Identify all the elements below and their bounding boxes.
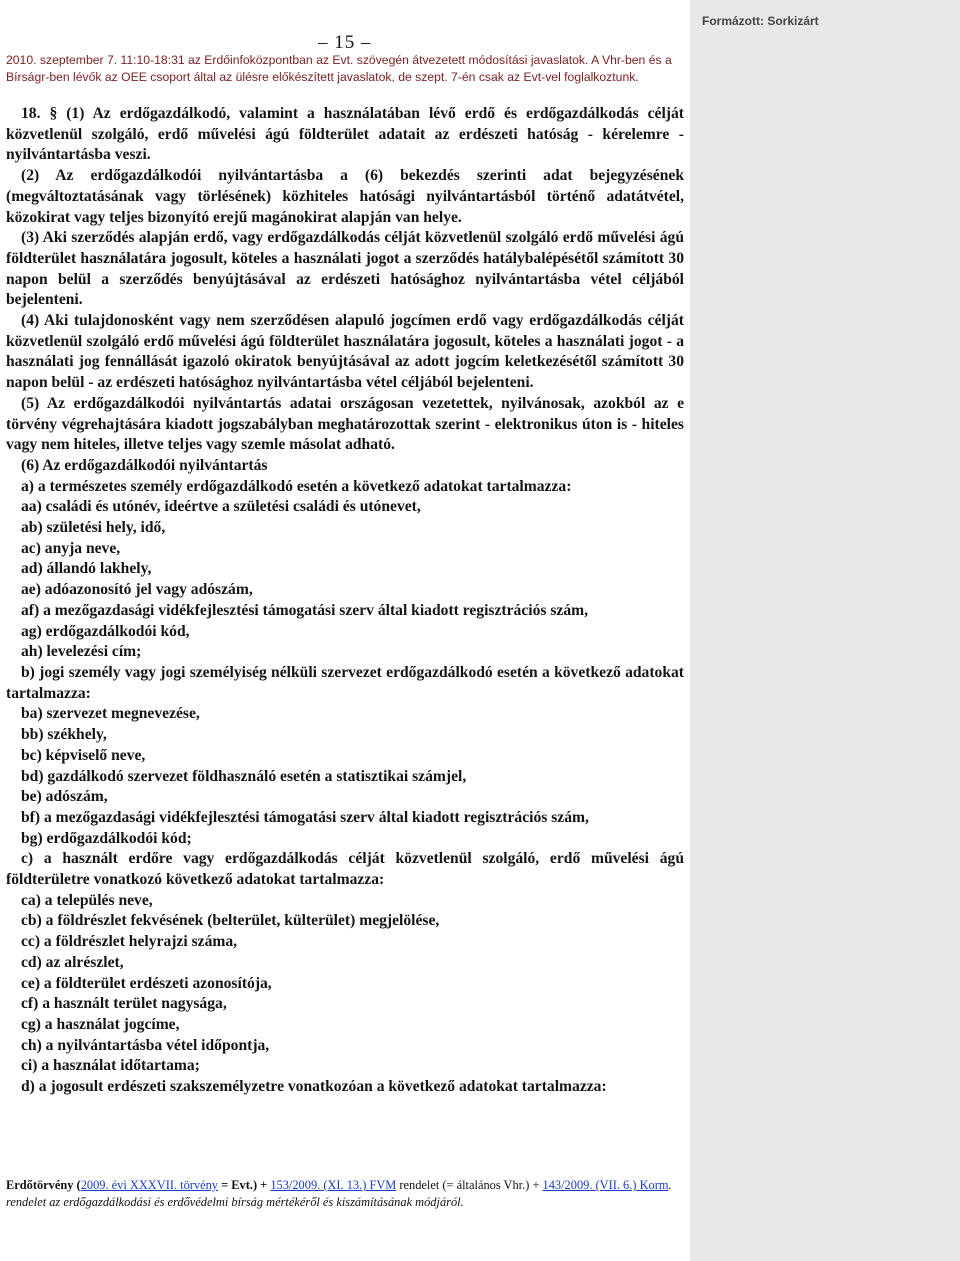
list-item: cb) a földrészlet fekvésének (belterület, külterület) megjelölése,: [21, 912, 440, 930]
list-item: ah) levelezési cím;: [21, 643, 142, 661]
list-item: cc) a földrészlet helyrajzi száma,: [21, 933, 238, 951]
comment-sidebar: [690, 0, 960, 1261]
paragraph: 18. § (1) Az erdőgazdálkodó, valamint a használatában lévő erdő és erdőgazdálkodás célját közvetlenül szolgáló, erdő művelési ágú földterület adatait az erdészeti hatóság - kérelemre - nyilvántartásba veszi.: [6, 105, 684, 164]
list-item: b) jogi személy vagy jogi személyiség nélküli szervezet erdőgazdálkodó esetén a következő adatokat tartalmazza:: [6, 663, 684, 702]
list-item: be) adószám,: [21, 788, 108, 806]
list-item: cg) a használat jogcíme,: [21, 1015, 180, 1033]
paragraph: (3) Aki szerződés alapján erdő, vagy erdőgazdálkodás célját közvetlenül szolgáló erdő művelési ágú földterület használatára jogosult, köteles a használati jogot a szerződés hatálybalépésétől számított 30 napon belül a szerződés benyújtásával az erdészeti hatósághoz nyilvántartásba vétel céljából bejelenteni.: [6, 229, 684, 309]
format-comment-label: Formázott: Sorkizárt: [702, 14, 819, 28]
list-item: ab) születési hely, idő,: [21, 519, 166, 537]
paragraph: (4) Aki tulajdonosként vagy nem szerződésen alapuló jogcímen erdő vagy erdőgazdálkodás célját közvetlenül szolgáló erdő művelési ágú földterület használatára jogosult, köteles a használati jogot - a használati jog fennállását igazoló okiratok benyújtásával az adott jogcím keletkezésétől számított 30 napon belül - az erdészeti hatósághoz nyilvántartásba vétel céljából bejelenteni.: [6, 312, 684, 392]
paragraph: (5) Az erdőgazdálkodói nyilvántartás adatai országosan vezetettek, nyilvánosak, azokból az e törvény végrehajtására kiadott jogszabályban meghatározottak szerint - elektronikus úton is - hiteles vagy nem hiteles, illetve teljes vagy szemle másolat adható.: [6, 394, 684, 454]
list-item: af) a mezőgazdasági vidékfejlesztési támogatási szerv által kiadott regisztrációs szám,: [21, 601, 589, 619]
paragraph: (6) Az erdőgazdálkodói nyilvántartás: [21, 456, 268, 474]
list-item: ci) a használat időtartama;: [21, 1057, 200, 1075]
list-item: ca) a település neve,: [21, 891, 153, 909]
list-item: aa) családi és utónév, ideértve a születési családi és utónevet,: [21, 498, 421, 516]
list-item: bd) gazdálkodó szervezet földhasználó esetén a statisztikai számjel,: [21, 767, 467, 785]
paragraph: (2) Az erdőgazdálkodói nyilvántartásba a (6) bekezdés szerinti adat bejegyzésének (megváltoztatásának vagy törlésének) közhiteles hatósági nyilvántartásból történő adatátvétel, közokirat vagy teljes bizonyító erejű magánokirat alapján van helye.: [6, 167, 684, 226]
list-item: cf) a használt terület nagysága,: [21, 995, 227, 1013]
list-item: d) a jogosult erdészeti szakszemélyzetre vonatkozóan a következő adatokat tartalmazza:: [21, 1078, 607, 1096]
footer-text: Erdőtörvény (: [6, 1178, 81, 1192]
list-item: bc) képviselő neve,: [21, 746, 146, 764]
footer-text: = Evt.) +: [218, 1178, 271, 1192]
list-item: ad) állandó lakhely,: [21, 560, 152, 578]
list-item: ch) a nyilvántartásba vétel időpontja,: [21, 1036, 270, 1054]
footer-text: . rendelet az erdőgazdálkodási és erdővédelmi bírság mértékéről és kiszámításának módjáról.: [6, 1178, 672, 1209]
document-body: [6, 104, 684, 1098]
header-note: 2010. szeptember 7. 11:10-18:31 az Erdőinfoközpontban az Evt. szövegén átvezetett módosítási javaslatok. A Vhr-ben és a Bírságr-ben lévők az OEE csoport által az ülésre előkészített javaslatok, de szept. 7-én csak az Evt-vel foglalkoztunk.: [6, 53, 672, 84]
page-number: – 15 –: [318, 32, 372, 53]
evt-law-link[interactable]: 2009. évi XXXVII. törvény: [80, 1178, 218, 1192]
list-item: ce) a földterület erdészeti azonosítója,: [21, 974, 272, 992]
list-item: bg) erdőgazdálkodói kód;: [21, 829, 192, 847]
list-item: ae) adóazonosító jel vagy adószám,: [21, 581, 253, 599]
list-item: ac) anyja neve,: [21, 539, 121, 557]
korm-decree-link[interactable]: 143/2009. (VII. 6.) Korm: [542, 1178, 669, 1192]
list-item: ba) szervezet megnevezése,: [21, 705, 200, 723]
list-item: a) a természetes személy erdőgazdálkodó esetén a következő adatokat tartalmazza:: [21, 477, 572, 495]
footer-reference: [6, 1177, 681, 1211]
fvm-decree-link[interactable]: 153/2009. (XI. 13.) FVM: [270, 1178, 397, 1192]
list-item: bf) a mezőgazdasági vidékfejlesztési támogatási szerv által kiadott regisztrációs szám,: [21, 808, 589, 826]
list-item: c) a használt erdőre vagy erdőgazdálkodás célját közvetlenül szolgáló, erdő művelési ágú földterületre vonatkozó következő adatokat tartalmazza:: [6, 850, 684, 889]
footer-text: rendelet (= általános Vhr.) +: [396, 1178, 543, 1192]
list-item: cd) az alrészlet,: [21, 953, 124, 971]
list-item: ag) erdőgazdálkodói kód,: [21, 622, 190, 640]
list-item: bb) székhely,: [21, 726, 107, 744]
